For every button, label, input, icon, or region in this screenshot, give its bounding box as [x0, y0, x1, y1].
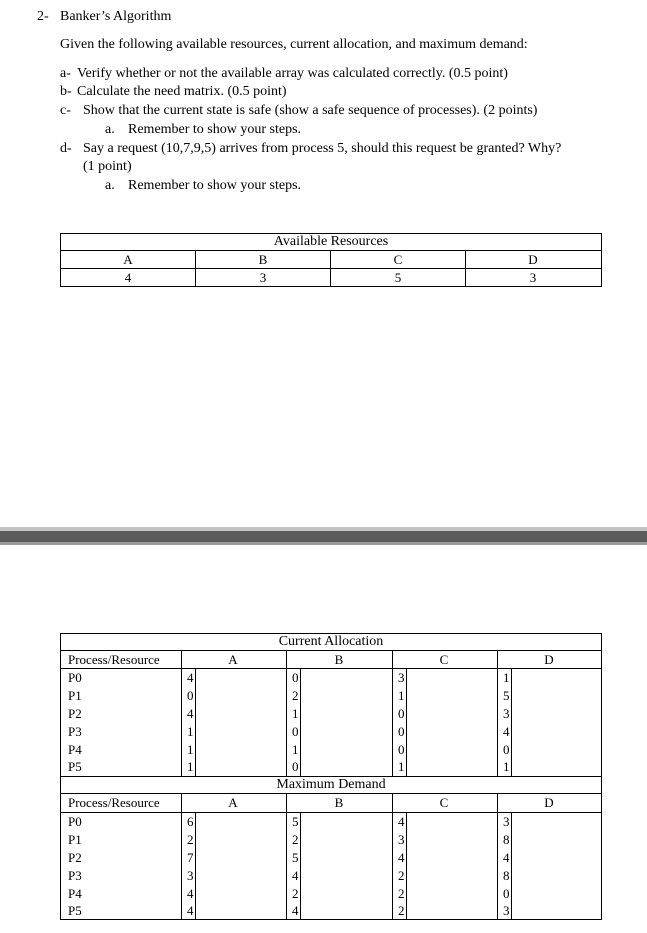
allocation-cell: 3 [398, 670, 405, 685]
allocation-row-process: P0 [68, 670, 82, 685]
allocation-cell: 0 [292, 759, 299, 774]
max-demand-row-process: P1 [68, 832, 82, 847]
allocation-cell: 1 [187, 724, 194, 739]
allocation-cell: 1 [503, 759, 510, 774]
available-title: Available Resources [273, 234, 389, 249]
allocation-cell: 1 [398, 759, 405, 774]
available-value-d: 3 [529, 270, 537, 285]
item-c-sub-marker: a. [105, 122, 115, 137]
allocation-cell: 5 [503, 688, 510, 703]
allocation-cell: 1 [292, 742, 299, 757]
allocation-cell: 1 [398, 688, 405, 703]
allocation-cell: 1 [503, 670, 510, 685]
max-demand-cell: 4 [187, 903, 194, 918]
allocation-header-label: Process/Resource [68, 652, 160, 667]
item-d-marker: d- [60, 141, 72, 156]
allocation-header-d: D [544, 652, 554, 667]
allocation-row-process: P3 [68, 724, 82, 739]
available-value-c: 5 [394, 270, 402, 285]
item-c-sub-text: Remember to show your steps. [128, 122, 302, 137]
allocation-cell: 0 [398, 742, 405, 757]
available-header-a: A [123, 252, 133, 267]
item-a-marker: a- [60, 66, 71, 81]
allocation-title: Current Allocation [278, 634, 384, 649]
max-demand-cell: 3 [398, 832, 405, 847]
allocation-row-process: P2 [68, 706, 82, 721]
available-header-c: C [393, 252, 403, 267]
allocation-cell: 1 [187, 759, 194, 774]
available-value-b: 3 [259, 270, 267, 285]
item-c-text: Show that the current state is safe (show a safe sequence of processes). (2 points) [83, 103, 538, 118]
allocation-row-process: P4 [68, 742, 82, 757]
allocation-row-process: P1 [68, 688, 82, 703]
max-demand-row-process: P0 [68, 814, 82, 829]
max-demand-cell: 8 [503, 868, 510, 883]
max-demand-row-process: P3 [68, 868, 82, 883]
max-demand-cell: 7 [187, 850, 194, 865]
item-d-sub-text: Remember to show your steps. [128, 178, 302, 193]
max-demand-cell: 6 [187, 814, 194, 829]
allocation-header-c: C [439, 652, 449, 667]
max-demand-cell: 8 [503, 832, 510, 847]
allocation-header-a: A [228, 652, 238, 667]
max-demand-header-b: B [334, 795, 344, 810]
max-demand-cell: 2 [292, 832, 299, 847]
allocation-cell: 0 [292, 724, 299, 739]
max-demand-row-process: P5 [68, 903, 82, 918]
max-demand-cell: 2 [398, 868, 405, 883]
max-demand-cell: 5 [292, 850, 299, 865]
question-title: Banker’s Algorithm [60, 9, 172, 24]
item-d-text: Say a request (10,7,9,5) arrives from process 5, should this request be granted? Why? [83, 141, 562, 156]
item-b-text: Calculate the need matrix. (0.5 point) [77, 84, 287, 99]
available-header-b: B [258, 252, 268, 267]
max-demand-cell: 4 [292, 903, 299, 918]
max-demand-row-process: P4 [68, 886, 82, 901]
allocation-cell: 3 [503, 706, 510, 721]
allocation-header-b: B [334, 652, 344, 667]
available-header-d: D [528, 252, 538, 267]
max-demand-cell: 5 [292, 814, 299, 829]
allocation-cell: 2 [292, 688, 299, 703]
question-intro: Given the following available resources, current allocation, and maximum demand: [60, 37, 528, 52]
max-demand-cell: 2 [292, 886, 299, 901]
item-c-marker: c- [60, 103, 71, 118]
max-demand-row-process: P2 [68, 850, 82, 865]
allocation-cell: 0 [398, 706, 405, 721]
allocation-cell: 0 [398, 724, 405, 739]
allocation-cell: 4 [503, 724, 510, 739]
max-demand-cell: 4 [503, 850, 510, 865]
max-demand-cell: 2 [187, 832, 194, 847]
allocation-cell: 1 [187, 742, 194, 757]
max-demand-cell: 3 [187, 868, 194, 883]
max-demand-cell: 4 [292, 868, 299, 883]
item-d-points: (1 point) [83, 159, 132, 174]
max-demand-cell: 0 [503, 886, 510, 901]
max-demand-cell: 2 [398, 903, 405, 918]
item-a-text: Verify whether or not the available array was calculated correctly. (0.5 point) [77, 66, 508, 81]
max-demand-cell: 3 [503, 903, 510, 918]
max-demand-cell: 2 [398, 886, 405, 901]
max-demand-header-c: C [439, 795, 449, 810]
max-demand-header-a: A [228, 795, 238, 810]
allocation-cell: 0 [187, 688, 194, 703]
max-demand-cell: 3 [503, 814, 510, 829]
max-demand-header-label: Process/Resource [68, 795, 160, 810]
max-demand-header-d: D [544, 795, 554, 810]
max-demand-title: Maximum Demand [276, 777, 386, 792]
max-demand-cell: 4 [398, 814, 405, 829]
available-value-a: 4 [124, 270, 132, 285]
allocation-row-process: P5 [68, 759, 82, 774]
allocation-cell: 0 [503, 742, 510, 757]
allocation-cell: 4 [187, 670, 194, 685]
allocation-cell: 4 [187, 706, 194, 721]
allocation-cell: 0 [292, 670, 299, 685]
max-demand-cell: 4 [187, 886, 194, 901]
allocation-cell: 1 [292, 706, 299, 721]
question-number: 2- [37, 9, 49, 24]
item-d-sub-marker: a. [105, 178, 115, 193]
item-b-marker: b- [60, 84, 72, 99]
max-demand-cell: 4 [398, 850, 405, 865]
